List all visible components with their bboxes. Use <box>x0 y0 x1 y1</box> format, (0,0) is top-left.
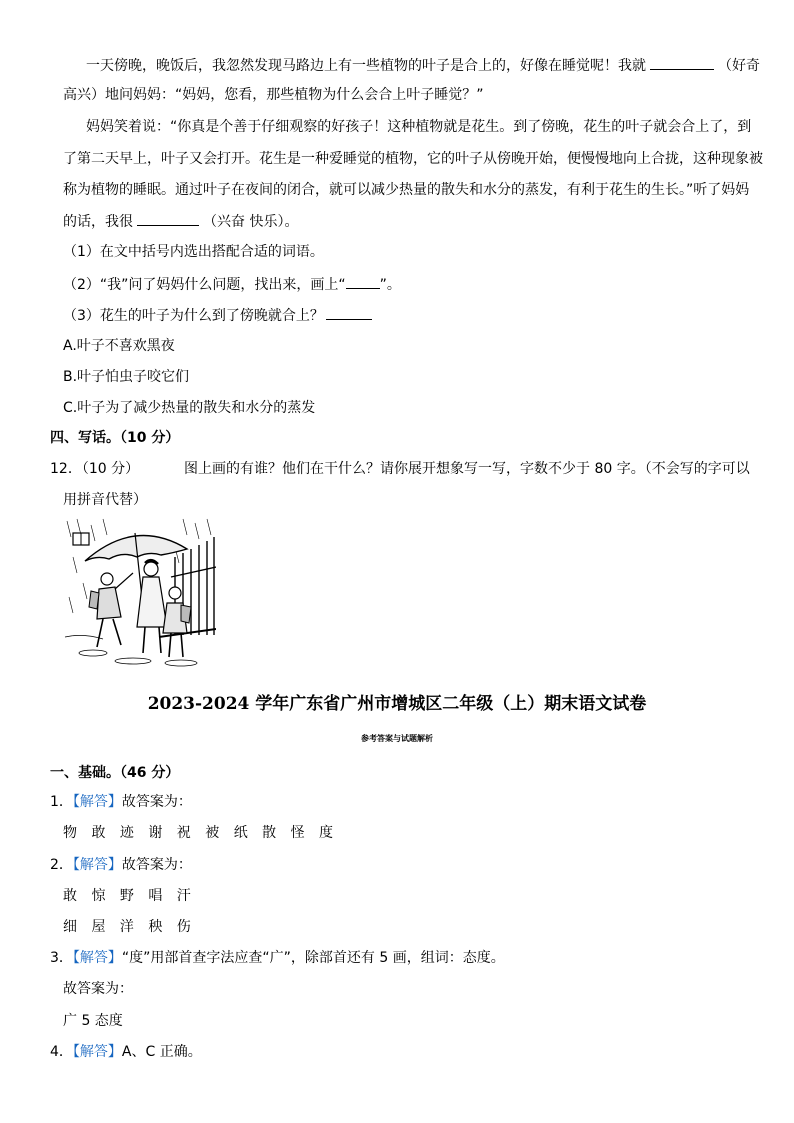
answer-3 <box>50 948 505 968</box>
word-options: （好奇 <box>718 58 760 74</box>
answer-tag: 【解答】 <box>72 1044 122 1060</box>
answer-2 <box>50 855 192 875</box>
answer-number: 4． <box>50 1044 73 1060</box>
question-text: （2）“我”问了妈妈什么问题，找出来，画上“ <box>63 277 346 293</box>
passage-line <box>86 55 760 76</box>
sub-question-3 <box>63 305 372 326</box>
option-a[interactable]: A.叶子不喜欢黑夜 <box>63 338 175 354</box>
answer-tag: 【解答】 <box>72 950 122 966</box>
word-options: （兴奋 快乐）。 <box>203 214 299 230</box>
answer-blank[interactable] <box>137 211 199 226</box>
question-text: ”。 <box>379 277 401 293</box>
section-heading: 四、写话。（10 分） <box>50 430 180 446</box>
question-text: （3）花生的叶子为什么到了傍晚就合上？ <box>63 308 324 324</box>
sub-question-2 <box>63 274 401 295</box>
rain-umbrella-illustration <box>63 517 216 669</box>
passage-line <box>63 211 298 232</box>
passage-line: 了第二天早上，叶子又会打开。花生是一种爱睡觉的植物，它的叶子从傍晚开始，便慢慢地向上合拢，这种现象被 <box>63 151 763 167</box>
answer-3-label: 故答案为： <box>63 981 133 997</box>
answer-blank[interactable] <box>326 305 372 320</box>
answer-1 <box>50 792 192 812</box>
answer-text: 故答案为： <box>121 857 192 873</box>
section-heading: 一、基础。（46 分） <box>50 765 180 781</box>
answer-3-value: 广 5 态度 <box>63 1013 123 1029</box>
passage-line: 妈妈笑着说：“你真是个善于仔细观察的好孩子！这种植物就是花生。到了傍晚，花生的叶子就会合上了，到 <box>86 119 752 135</box>
answer-key-title: 2023-2024 学年广东省广州市增城区二年级（上）期末语文试卷 <box>147 694 647 714</box>
passage-line: 称为植物的睡眠。通过叶子在夜间的闭合，就可以减少热量的散失和水分的蒸发，有利于花生的生长。”听了妈妈 <box>63 182 750 198</box>
answer-key-subtitle: 参考答案与试题解析 <box>361 734 433 743</box>
option-c[interactable]: C.叶子为了减少热量的散失和水分的蒸发 <box>63 400 316 416</box>
question-12-text-cont: 用拼音代替） <box>63 492 147 508</box>
passage-text: 的话，我很 <box>63 214 133 230</box>
answer-number: 2． <box>50 857 73 873</box>
answer-tag: 【解答】 <box>72 857 122 873</box>
answer-number: 3． <box>50 950 73 966</box>
answer-number: 1． <box>50 794 73 810</box>
answer-text: 故答案为： <box>121 794 192 810</box>
question-12-text: 图上画的有谁？他们在干什么？请你展开想象写一写，字数不少于 80 字。（不会写的字可以 <box>184 461 750 477</box>
underline-sample <box>346 274 380 289</box>
passage-text: 一天傍晚，晚饭后，我忽然发现马路边上有一些植物的叶子是合上的，好像在睡觉呢！我就 <box>86 58 646 74</box>
answer-4 <box>50 1042 202 1062</box>
answer-2-chars-row2: 细 屋 洋 秧 伤 <box>63 919 196 935</box>
answer-tag: 【解答】 <box>72 794 122 810</box>
sub-question-1: （1）在文中括号内选出搭配合适的词语。 <box>63 244 324 260</box>
answer-text: A、C 正确。 <box>121 1044 202 1060</box>
answer-1-chars: 物 敢 迹 谢 祝 被 纸 散 怪 度 <box>63 825 339 841</box>
question-12-number: 12．（10 分） <box>50 461 140 477</box>
answer-blank[interactable] <box>650 55 714 70</box>
answer-2-chars-row1: 敢 惊 野 唱 汗 <box>63 888 196 904</box>
option-b[interactable]: B.叶子怕虫子咬它们 <box>63 369 190 385</box>
passage-line: 高兴）地问妈妈：“妈妈，您看，那些植物为什么会合上叶子睡觉？” <box>63 87 484 103</box>
answer-text: “度”用部首查字法应查“广”，除部首还有 5 画，组词：态度。 <box>121 950 505 966</box>
